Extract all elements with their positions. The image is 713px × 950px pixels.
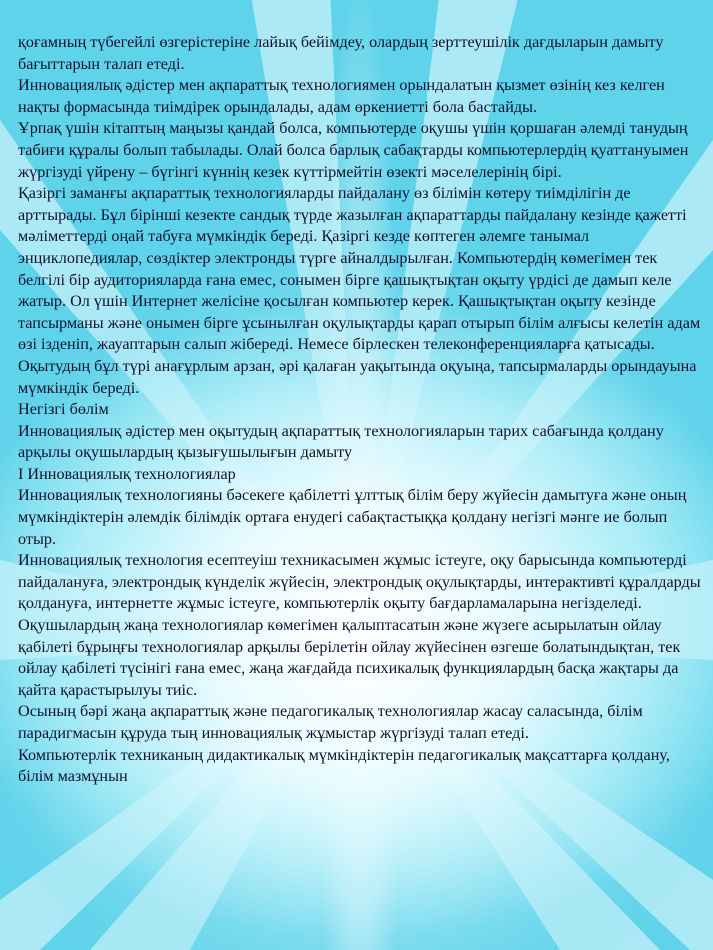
paragraph-book-and-computer: Ұрпақ үшін кітаптың маңызы қандай болса, компьютерде оқушы үшін қоршаған әлемді танудың табиғи құралы болып табылады. Олай болса барлық сабақтарды компьютерлердің қуаттануымен жүргізуді үйрену – бүгінгі күннің кезек күттірмейтін өзекті мәселелерінің бірі. bbox=[18, 119, 689, 181]
document-body bbox=[18, 32, 708, 788]
paragraph-innovative-methods: Инновациялық әдістер мен ақпараттық технологиямен орындалатын қызмет өзінің кез келген нақты формасында тиімдірек орындалады, адам өркениетті бола бастайды. bbox=[18, 76, 665, 116]
paragraph-new-paradigm: Осының бәрі жаңа ақпараттық және педагогикалық технологиялар жасау саласында, білім парадигмасын құруда тың инновациялық жұмыстар жүргізуді талап етеді. bbox=[18, 702, 643, 742]
section-topic-title: Инновациялық әдістер мен оқытудың ақпараттық технологияларын тарих сабағында қолдану арқылы оқушылардың қызығушылығын дамыту bbox=[18, 421, 664, 462]
paragraph-modern-technologies: Қазіргі заманғы ақпараттық технологияларды пайдалану өз білімін көтеру тиімділігін де арттырады. Бұл бірінші кезекте сандық түрде жазылған ақпараттарды пайдалану кезінде қажетті мәліметтерді оңай табуға мүмкіндік береді. Қазіргі кезде көптеген әлемге танымал энциклопедиялар, сөздіктер электронды түрге айналдырылған. Компьютердің көмегімен тек белгілі бір аудиторияларда ғана емес, сонымен бірге қашықтықтан оқыту үрдісі де дамып келе жатыр. Ол үшін Интернет желісіне қосылған компьютер керек. Қашықтықтан оқыту кезінде тапсырманы және онымен бірге ұсынылған оқулықтарды қарап отырып білім алғысы келетін адам өзі ізденіп, жауаптарын салып жібереді. Немесе бірлескен телеконференцияларға қатысады. Оқытудың бұл түрі анағұрлым арзан, әрі қалаған уақытында оқуыңа, тапсырмаларды орындауына мүмкіндік береді. bbox=[18, 184, 701, 397]
paragraph-computing-technology: Инновациялық технология есептеуіш техникасымен жұмыс істеуге, оқу барысында компьютерді пайдалануға, электрондық күнделік жүйесін, электрондық оқулықтарды, интерактивті құралдарды қолдануға, интернетте жұмыс істеуге, компьютерлік оқыту бағдарламаларына негізделеді. bbox=[18, 551, 701, 613]
chapter-heading-innovative-technologies: І Инновациялық технологиялар bbox=[18, 464, 236, 483]
section-heading-main-part: Негізгі бөлім bbox=[18, 400, 109, 419]
paragraph-thinking-ability: Оқушылардың жаңа технологиялар көмегімен қалыптасатын және жүзеге асырылатын ойлау қабілеті бұрыңғы технологиялар арқылы берілетін ойлау жүйесінен өзгеше болатындықтан, тек ойлау қабілеті түсінігі ғана емес, жаңа жағдайда психикалық функциялардың басқа жақтары да қайта қарастырылуы тиіс. bbox=[18, 616, 681, 699]
paragraph-intro-continuation: қоғамның түбегейлі өзгерістеріне лайық бейімдеу, олардың зерттеушілік дағдыларын дамыту бағыттарын талап етеді. bbox=[18, 33, 664, 73]
paragraph-didactic-capabilities: Компьютерлік техниканың дидактикалық мүмкіндіктерін педагогикалық мақсаттарға қолдану, білім мазмұнын bbox=[18, 745, 670, 786]
paragraph-national-education: Инновациялық технологияны бәсекеге қабілетті ұлттық білім беру жүйесін дамытуға және оның мүмкіндіктерін әлемдік білімдік ортаға енудегі сабақтастыққа қолдану негізгі мәнге ие болып отыр. bbox=[18, 486, 687, 548]
